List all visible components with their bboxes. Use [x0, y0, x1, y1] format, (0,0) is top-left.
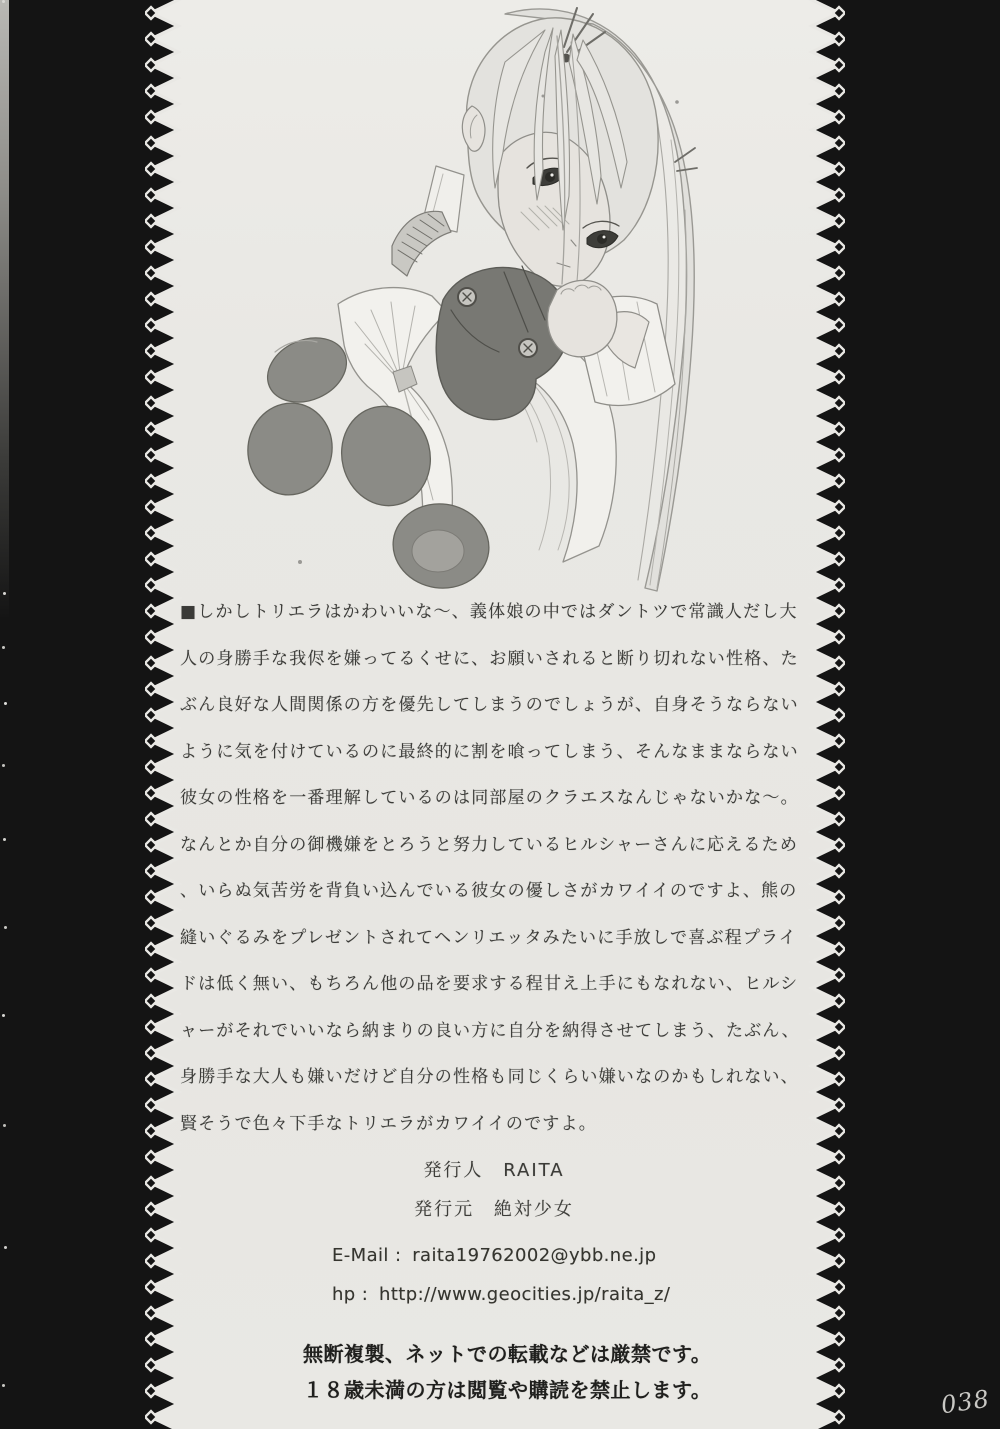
essay-line: ■しかしトリエラはかわいいな～、義体娘の中ではダントツで常識人だし大 [180, 602, 798, 622]
right-border-zigzag-ornament [805, 0, 845, 1429]
essay-line: ャーがそれでいいなら納まりの良い方に自分を納得させてしまう、たぶん、 [180, 1020, 800, 1041]
publisher-line [180, 1158, 808, 1184]
essay-line: 身勝手な大人も嫌いだけど自分の性格も同じくらい嫌いなのかもしれない、 [180, 1067, 799, 1087]
right-black-margin [841, 0, 1000, 1429]
email-line [332, 1244, 670, 1268]
copyright-notice-block [303, 1342, 711, 1414]
essay-line: 彼女の性格を一番理解しているのは同部屋のクラエスなんじゃないかな～。 [180, 788, 799, 808]
publisher-label: 発行人 [423, 1160, 484, 1181]
essay-line: ドは低く無い、もちろん他の品を要求する程甘え上手にもなれない、ヒルシ [180, 974, 799, 994]
book-spine-scan-edge [0, 0, 9, 620]
circle-name: 絶対少女 [493, 1199, 574, 1220]
publisher-name: RAITA [503, 1160, 565, 1181]
essay-line: ぶん良好な人間関係の方を優先してしまうのでしょうが、自身そうならない [180, 695, 799, 715]
scan-dust-speckles [2, 0, 5, 3]
hp-label: hp : [332, 1284, 369, 1305]
no-reproduction-line: 無断複製、ネットでの転載などは厳禁です。 [303, 1342, 712, 1366]
afterword-essay [180, 589, 808, 1147]
circle-line [180, 1197, 808, 1223]
age-restriction-line: １８歳未満の方は閲覧や購読を禁止します。 [303, 1378, 712, 1402]
essay-line: 縫いぐるみをプレゼントされてヘンリエッタみたいに手放しで喜ぶ程プライ [180, 927, 797, 948]
essay-line: ように気を付けているのに最終的に割を喰ってしまう、そんなままならない [180, 741, 799, 762]
essay-line: 人の身勝手な我侭を嫌ってるくせに、お願いされると断り切れない性格、た [180, 648, 799, 669]
hp-url: http://www.geocities.jp/raita_z/ [379, 1284, 671, 1305]
circle-label: 発行元 [414, 1199, 475, 1220]
left-black-margin [0, 0, 147, 1429]
colophon-publisher-block [180, 1158, 808, 1236]
page-number: 038 [939, 1384, 992, 1420]
email-address: raita19762002@ybb.ne.jp [412, 1245, 657, 1266]
contact-block [332, 1244, 670, 1322]
left-border-zigzag-ornament [145, 0, 185, 1429]
essay-line: なんとか自分の御機嫌をとろうと努力しているヒルシャーさんに応えるため [180, 834, 799, 855]
pencil-sketch-girl-with-teddy-bear-illustration [205, 0, 745, 600]
essay-line: 、いらぬ気苦労を背負い込んでいる彼女の優しさがカワイイのですよ、熊の [180, 881, 798, 901]
email-label: E-Mail : [332, 1245, 402, 1266]
homepage-line [332, 1283, 670, 1307]
essay-line: 賢そうで色々下手なトリエラがカワイイのですよ。 [180, 1113, 597, 1134]
